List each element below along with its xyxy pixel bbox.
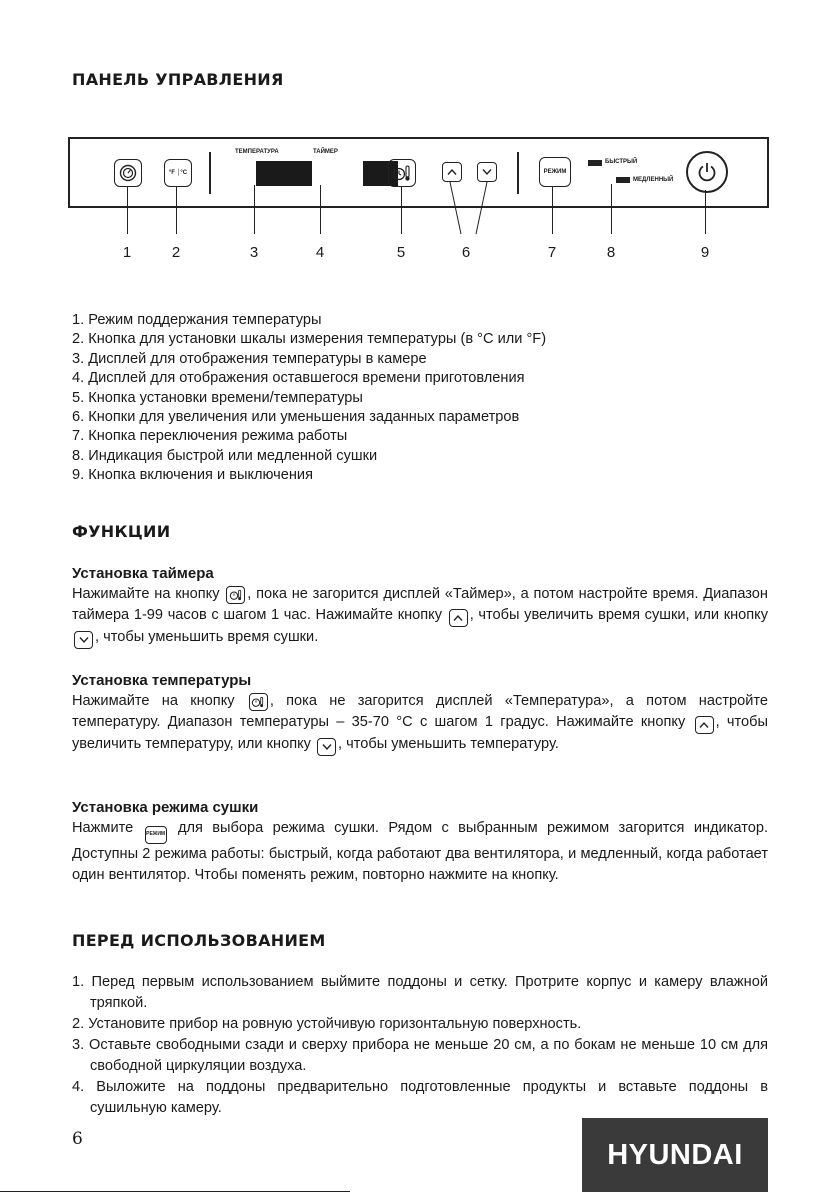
temperature-display bbox=[256, 161, 312, 186]
leader-line bbox=[127, 186, 128, 234]
chevron-down-icon bbox=[74, 631, 93, 649]
callout-number: 8 bbox=[606, 244, 616, 261]
brand-logo: HYUNDAI bbox=[582, 1118, 768, 1192]
callout-number: 6 bbox=[461, 244, 471, 261]
mode-inline-button: РЕЖИМ bbox=[145, 826, 167, 844]
timer-text: , чтобы уменьшить время сушки. bbox=[95, 629, 319, 645]
legend-item: 2. Кнопка для установки шкалы измерения температуры (в °C или °F) bbox=[72, 331, 547, 348]
fast-indicator bbox=[588, 160, 602, 166]
legend-item: 6. Кнопки для увеличения или уменьшения заданных параметров bbox=[72, 409, 520, 426]
chevron-down-icon bbox=[317, 738, 336, 756]
up-button bbox=[442, 162, 462, 182]
thermostat-icon bbox=[119, 164, 137, 182]
page-number: 6 bbox=[72, 1129, 83, 1149]
list-item: 4. Выложите на поддоны предварительно подготовленные продукты и вставьте поддоны в сушильную камеру. bbox=[72, 1079, 768, 1116]
callout-number: 7 bbox=[547, 244, 557, 261]
functions-heading: ФУНКЦИИ bbox=[72, 522, 171, 541]
time-temp-inline-icon bbox=[249, 693, 268, 711]
mode-text: для выбора режима сушки. Рядом с выбранным режимом загорится индикатор. Доступны 2 режима работы: быстрый, когда работают два вентилятора, и медленный, когда работает один вентилятор. Чтобы поменять режим, повторно нажмите на кнопку. bbox=[72, 820, 769, 883]
callout-number: 9 bbox=[700, 244, 710, 261]
chevron-down-icon bbox=[482, 168, 492, 176]
legend-item: 5. Кнопка установки времени/температуры bbox=[72, 389, 363, 406]
legend-item: 3. Дисплей для отображения температуры в камере bbox=[72, 350, 427, 367]
leader-line bbox=[552, 186, 553, 234]
mode-subheading: Установка режима сушки bbox=[72, 799, 259, 816]
before-use-heading: ПЕРЕД ИСПОЛЬЗОВАНИЕМ bbox=[72, 931, 326, 950]
keep-temp-button bbox=[114, 159, 142, 187]
chevron-up-icon bbox=[449, 609, 468, 627]
leader-line bbox=[254, 185, 255, 234]
list-item: 1. Перед первым использованием выймите поддоны и сетку. Протрите корпус и камеру влажной тряпкой. bbox=[72, 974, 768, 1011]
list-item: 2. Установите прибор на ровную устойчивую горизонтальную поверхность. bbox=[72, 1016, 582, 1032]
separator bbox=[517, 152, 519, 194]
temperature-subheading: Установка температуры bbox=[72, 672, 252, 689]
chevron-up-icon bbox=[447, 168, 457, 176]
legend-item: 4. Дисплей для отображения оставшегося времени приготовления bbox=[72, 370, 525, 387]
callout-number: 5 bbox=[396, 244, 406, 261]
slow-label: МЕДЛЕННЫЙ bbox=[633, 177, 674, 183]
chevron-up-icon bbox=[695, 716, 714, 734]
clock-thermometer-icon bbox=[392, 164, 412, 182]
control-panel-figure bbox=[68, 137, 769, 208]
timer-display-label: ТАЙМЕР bbox=[313, 149, 338, 155]
legend-item: 1. Режим поддержания температуры bbox=[72, 312, 322, 328]
legend-item: 9. Кнопка включения и выключения bbox=[72, 467, 313, 484]
temperature-text: , чтобы увеличить температуру, или кнопку bbox=[72, 714, 769, 752]
scale-button-label: °F │°C bbox=[168, 170, 188, 176]
callout-number: 3 bbox=[249, 244, 259, 261]
time-temp-inline-icon bbox=[226, 586, 245, 604]
timer-text: , чтобы увеличить время сушки, или кнопку bbox=[469, 607, 768, 623]
timer-text: Нажимайте на кнопку bbox=[72, 586, 220, 602]
leader-line bbox=[611, 184, 612, 234]
legend-item: 8. Индикация быстрой или медленной сушки bbox=[72, 447, 378, 464]
leader-line bbox=[401, 186, 402, 234]
power-button bbox=[686, 151, 728, 193]
temp-display-label: ТЕМПЕРАТУРА bbox=[235, 149, 279, 155]
temperature-text: , пока не загорится дисплей «Температура», а потом настройте температуру. Диапазон температуры – 35-70 °C с шагом 1 градус. Нажимайте кнопку bbox=[72, 693, 768, 730]
mode-text: Нажмите bbox=[72, 820, 134, 836]
timer-subheading: Установка таймера bbox=[72, 565, 214, 582]
panel-legend bbox=[72, 311, 546, 486]
slow-indicator bbox=[616, 177, 630, 183]
leader-line bbox=[176, 186, 177, 234]
timer-text: , пока не загорится дисплей «Таймер», а потом настройте время. Диапазон таймера 1-99 часов с шагом 1 час. Нажимайте кнопку bbox=[72, 586, 768, 623]
mode-button bbox=[539, 157, 571, 187]
power-icon bbox=[696, 161, 718, 183]
down-button bbox=[477, 162, 497, 182]
temperature-text: , чтобы уменьшить температуру. bbox=[338, 736, 559, 752]
before-use-list bbox=[72, 972, 768, 1119]
callout-number: 2 bbox=[171, 244, 181, 261]
separator bbox=[209, 152, 211, 194]
legend-item: 7. Кнопка переключения режима работы bbox=[72, 428, 348, 445]
scale-button bbox=[164, 159, 192, 187]
callout-number: 4 bbox=[315, 244, 325, 261]
mode-button-label: РЕЖИМ bbox=[543, 169, 567, 175]
mode-paragraph bbox=[72, 818, 768, 886]
callout-number: 1 bbox=[122, 244, 132, 261]
temperature-paragraph bbox=[72, 691, 768, 756]
leader-line bbox=[320, 185, 321, 234]
panel-heading: ПАНЕЛЬ УПРАВЛЕНИЯ bbox=[72, 70, 284, 89]
time-temp-button bbox=[388, 159, 416, 187]
list-item: 3. Оставьте свободными сзади и сверху прибора не меньше 20 см, а по бокам не меньше 10 см для свободной циркуляции воздуха. bbox=[72, 1037, 768, 1074]
leader-lines-6 bbox=[440, 180, 500, 238]
fast-label: БЫСТРЫЙ bbox=[605, 159, 638, 165]
temperature-text: Нажимайте на кнопку bbox=[72, 693, 235, 709]
leader-line bbox=[705, 190, 706, 234]
timer-paragraph bbox=[72, 584, 768, 649]
